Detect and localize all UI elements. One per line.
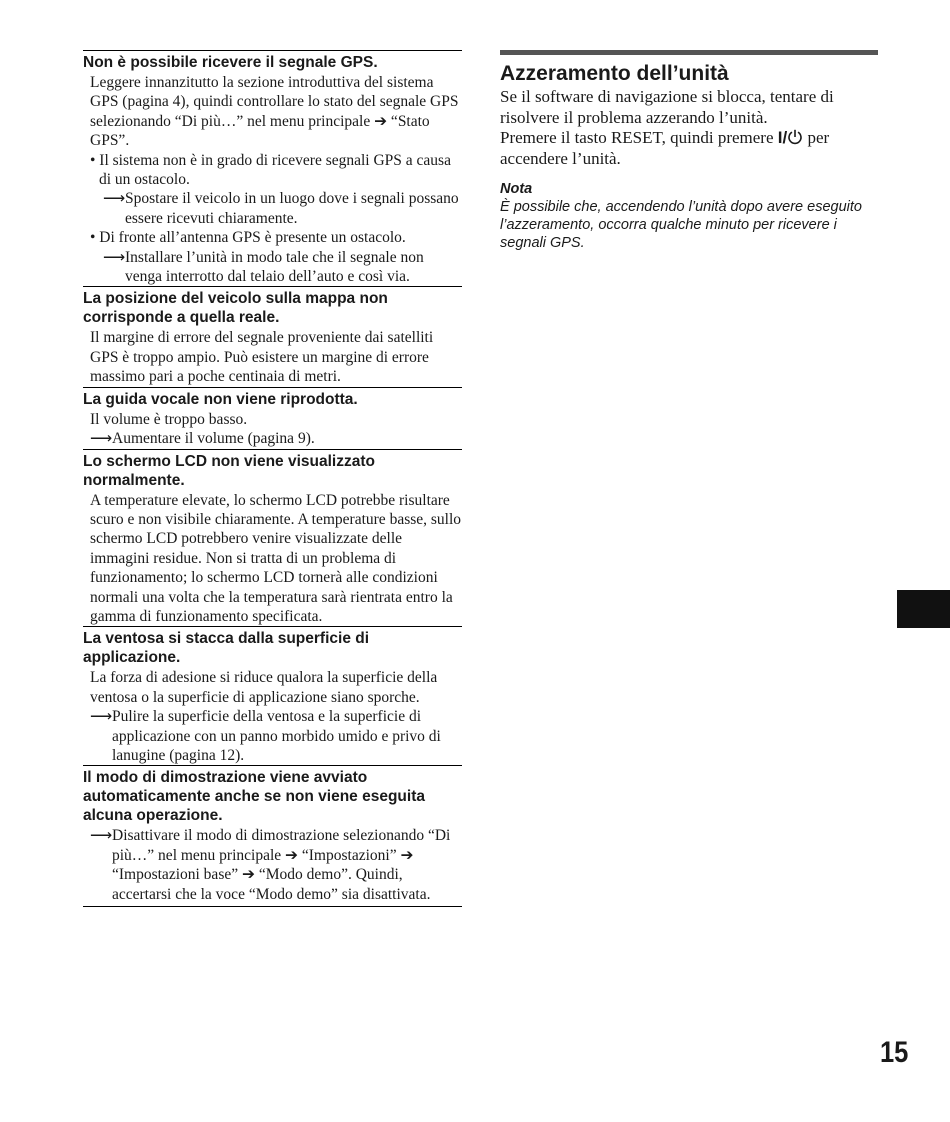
section-suction-cup <box>83 626 462 765</box>
section-text: La forza di adesione si riduce qualora la superficie della ventosa o la superficie di applicazione siano sporche. <box>90 669 438 706</box>
page-number: 15 <box>880 1036 909 1069</box>
section-title: La ventosa si stacca dalla superficie di applicazione. <box>83 630 370 667</box>
section-lcd-display <box>83 449 462 627</box>
arrow-icon: ⟶ <box>90 430 113 448</box>
reset-instruction-end: per accendere l’unità. <box>500 128 830 168</box>
arrow-icon: ⟶ <box>103 248 126 266</box>
remedy-item <box>103 189 462 228</box>
page-heading: Azzeramento dell’unità <box>500 62 729 85</box>
remedy-item <box>90 826 462 904</box>
section-text: Leggere innanzitutto la sezione introduttiva del sistema GPS (pagina 4), quindi controllare lo stato del segnale GPS selezionando “Di più…” nel menu principale ➔ “Stato GPS”. <box>90 74 459 150</box>
heading-bar <box>500 50 878 55</box>
arrow-icon: ⟶ <box>90 708 113 726</box>
section-voice-guide <box>83 387 462 449</box>
remedy-item <box>90 707 462 765</box>
section-text: Il volume è troppo basso. <box>90 410 248 428</box>
note-text: È possibile che, accendendo l’unità dopo avere eseguito l’azzeramento, occorra qualche minuto per ricevere i segnali GPS. <box>500 199 862 251</box>
remedy-item <box>103 248 462 287</box>
section-gps-signal <box>83 50 462 286</box>
reset-instruction <box>500 128 878 169</box>
arrow-icon: ⟶ <box>90 827 113 845</box>
remedy-item <box>90 429 462 448</box>
power-icon <box>787 129 803 145</box>
bullet-item: • Di fronte all’antenna GPS è presente un ostacolo. <box>90 229 406 247</box>
reset-column <box>500 50 878 252</box>
section-title: Lo schermo LCD non viene visualizzato normalmente. <box>83 452 375 489</box>
remedy-text: Spostare il veicolo in un luogo dove i segnali possano essere ricevuti chiaramente. <box>125 190 459 227</box>
arrow-icon: ⟶ <box>103 190 126 208</box>
section-tab-marker <box>897 590 950 628</box>
reset-instruction-start: Premere il tasto RESET, quindi premere <box>500 128 778 147</box>
troubleshooting-column <box>83 50 462 907</box>
section-text: A temperature elevate, lo schermo LCD potrebbe risultare scuro e non visibile chiaramente. A temperature basse, sullo schermo LCD potrebbero venire visualizzate delle immagini residue. Non si tratta di un problema di funzionamento; lo schermo LCD tornerà alle condizioni normali una volta che la temperatura sarà rientrata entro la gamma di funzionamento specificata. <box>90 491 462 625</box>
section-title: Non è possibile ricevere il segnale GPS. <box>83 54 378 71</box>
power-key-label: I/ <box>777 128 788 147</box>
bullet-item: • Il sistema non è in grado di ricevere segnali GPS a causa di un ostacolo. <box>90 151 451 189</box>
section-vehicle-position <box>83 286 462 386</box>
note-title: Nota <box>500 181 533 197</box>
section-text: Il margine di errore del segnale proveniente dai satelliti GPS è troppo ampio. Può esistere un margine di errore massimo pari a poche centinaia di metri. <box>90 329 434 386</box>
remedy-text: Installare l’unità in modo tale che il segnale non venga interrotto dal telaio dell’auto e così via. <box>125 248 424 286</box>
remedy-text: Aumentare il volume (pagina 9). <box>112 430 315 448</box>
section-title: La guida vocale non viene riprodotta. <box>83 390 358 408</box>
section-title: La posizione del veicolo sulla mappa non corrisponde a quella reale. <box>83 290 388 327</box>
remedy-text: Disattivare il modo di dimostrazione selezionando “Di più…” nel menu principale ➔ “Impostazioni” ➔ “Impostazioni base” ➔ “Modo demo”. Quindi, accertarsi che la voce “Modo demo” sia disattivata. <box>112 827 451 903</box>
section-demo-mode <box>83 765 462 907</box>
remedy-text: Pulire la superficie della ventosa e la superficie di applicazione con un panno morbido umido e privo di lanugine (pagina 12). <box>112 708 441 764</box>
reset-text: Se il software di navigazione si blocca, tentare di risolvere il problema azzerando l’unità. <box>500 87 834 127</box>
section-title: Il modo di dimostrazione viene avviato automaticamente anche se non viene eseguita alcuna operazione. <box>83 769 425 825</box>
